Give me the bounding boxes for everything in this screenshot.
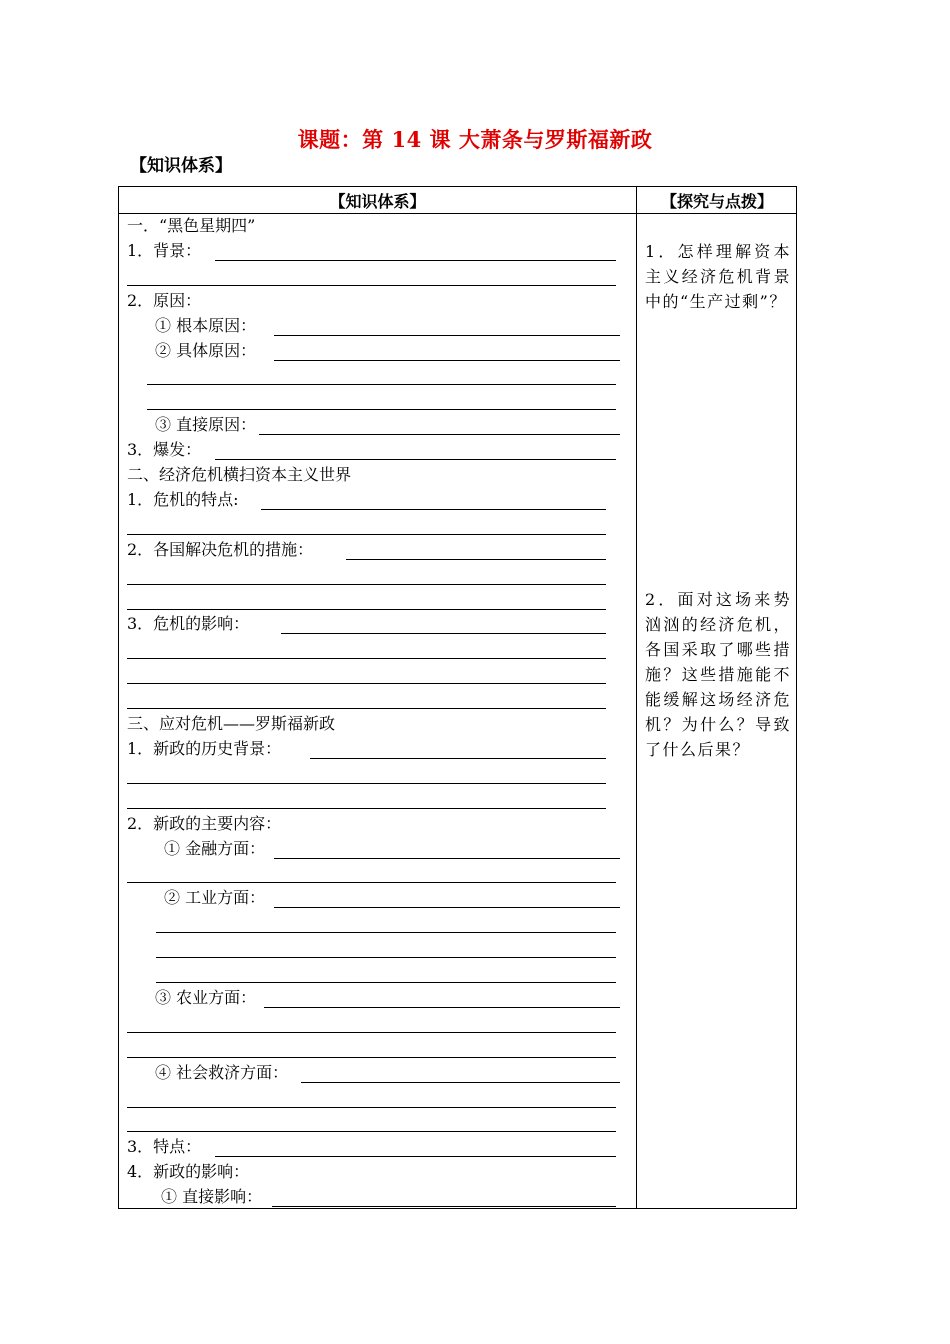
worksheet-row <box>119 1086 636 1111</box>
worksheet-row <box>119 563 636 588</box>
worksheet-row <box>119 762 636 787</box>
row-label: 1．新政的历史背景： <box>127 738 282 758</box>
column-divider <box>636 187 637 1208</box>
answer-blank-line <box>127 808 606 809</box>
answer-blank-line <box>147 409 616 410</box>
row-label: ① 金融方面： <box>164 838 266 858</box>
worksheet-row <box>119 239 636 264</box>
answer-blank-line <box>127 882 616 883</box>
answer-blank-line <box>274 858 620 859</box>
worksheet-row <box>119 687 636 712</box>
worksheet-row <box>119 513 636 538</box>
answer-blank-line <box>127 584 606 585</box>
row-label: 2．各国解决危机的措施： <box>127 539 314 559</box>
answer-blank-line <box>274 907 620 908</box>
worksheet-row <box>119 363 636 388</box>
answer-blank-line <box>346 559 606 560</box>
worksheet-row <box>119 1061 636 1086</box>
row-label: ③ 直接原因： <box>155 415 257 435</box>
answer-blank-line <box>259 434 620 435</box>
answer-blank-line <box>215 1156 616 1157</box>
worksheet-row <box>119 1011 636 1036</box>
worksheet-row <box>119 886 636 911</box>
answer-blank-line <box>281 633 606 634</box>
answer-blank-line <box>215 260 616 261</box>
answer-blank-line <box>127 534 606 535</box>
row-label: 二、经济危机横扫资本主义世界 <box>127 465 352 484</box>
worksheet-row <box>119 1185 636 1210</box>
answer-blank-line <box>127 658 606 659</box>
worksheet-row <box>119 388 636 413</box>
worksheet-row <box>119 737 636 762</box>
worksheet-row <box>119 837 636 862</box>
row-label: 3．特点： <box>127 1137 202 1157</box>
row-label: ① 直接影响： <box>161 1187 263 1207</box>
answer-blank-line <box>301 1082 620 1083</box>
question-1: 1．怎样理解资本主义经济危机背景中的“生产过剩”？ <box>645 242 791 311</box>
row-label: ② 工业方面： <box>164 888 266 908</box>
worksheet-row <box>119 339 636 364</box>
worksheet-row <box>119 936 636 961</box>
worksheet-row <box>119 463 636 488</box>
worksheet-row <box>119 1135 636 1160</box>
worksheet-row <box>119 637 636 662</box>
answer-blank-line <box>127 708 606 709</box>
worksheet-row <box>119 612 636 637</box>
row-label: 3．危机的影响： <box>127 614 250 634</box>
worksheet-row <box>119 413 636 438</box>
worksheet-row <box>119 264 636 289</box>
answer-blank-line <box>127 1032 616 1033</box>
header-explore: 【探究与点拨】 <box>660 192 773 211</box>
answer-blank-line <box>127 1131 616 1132</box>
row-label: 4．新政的影响： <box>127 1162 250 1182</box>
answer-blank-line <box>127 609 606 610</box>
answer-blank-line <box>264 1007 620 1008</box>
worksheet-row <box>119 911 636 936</box>
worksheet-row <box>119 438 636 463</box>
answer-blank-line <box>127 683 606 684</box>
worksheet-row <box>119 214 636 239</box>
row-label: ④ 社会救济方面： <box>155 1062 289 1082</box>
worksheet-row <box>119 712 636 737</box>
answer-blank-line <box>272 1206 616 1207</box>
answer-blank-line <box>310 758 606 759</box>
row-label: 2．新政的主要内容： <box>127 813 282 833</box>
section-heading: 【知识体系】 <box>130 156 232 176</box>
row-label: 1．背景： <box>127 240 202 260</box>
worksheet-row <box>119 1036 636 1061</box>
answer-blank-line <box>127 285 616 286</box>
answer-blank-line <box>147 384 616 385</box>
row-label: 2．原因： <box>127 290 202 310</box>
worksheet-row <box>119 538 636 563</box>
answer-blank-line <box>127 1107 616 1108</box>
row-label: ② 具体原因： <box>155 340 257 360</box>
worksheet-row <box>119 1110 636 1135</box>
page-title: 课题：第 14 课 大萧条与罗斯福新政 <box>297 127 653 152</box>
answer-blank-line <box>156 982 616 983</box>
row-label: ① 根本原因： <box>155 315 257 335</box>
answer-blank-line <box>274 335 620 336</box>
worksheet-row <box>119 861 636 886</box>
worksheet-row <box>119 314 636 339</box>
row-label: 三、应对危机——罗斯福新政 <box>127 714 336 733</box>
answer-blank-line <box>156 932 616 933</box>
question-2: 2．面对这场来势汹汹的经济危机，各国采取了哪些措施？这些措施能不能缓解这场经济危机？为什么？导致了什么后果？ <box>645 590 791 759</box>
row-label: 1．危机的特点: <box>127 489 239 509</box>
answer-blank-line <box>261 509 606 510</box>
answer-blank-line <box>156 957 616 958</box>
row-label: ③ 农业方面： <box>155 987 257 1007</box>
worksheet-row <box>119 1160 636 1185</box>
row-label: 3．爆发： <box>127 440 202 460</box>
answer-blank-line <box>274 360 620 361</box>
worksheet-row <box>119 961 636 986</box>
answer-blank-line <box>127 1057 616 1058</box>
header-knowledge: 【知识体系】 <box>329 192 426 211</box>
worksheet-row <box>119 588 636 613</box>
worksheet-row <box>119 289 636 314</box>
worksheet-row <box>119 488 636 513</box>
answer-blank-line <box>127 783 606 784</box>
worksheet-row <box>119 812 636 837</box>
worksheet-row <box>119 662 636 687</box>
row-label: 一．“黑色星期四” <box>127 216 256 235</box>
worksheet-table <box>118 186 797 1209</box>
answer-blank-line <box>215 459 616 460</box>
worksheet-row <box>119 787 636 812</box>
worksheet-row <box>119 986 636 1011</box>
